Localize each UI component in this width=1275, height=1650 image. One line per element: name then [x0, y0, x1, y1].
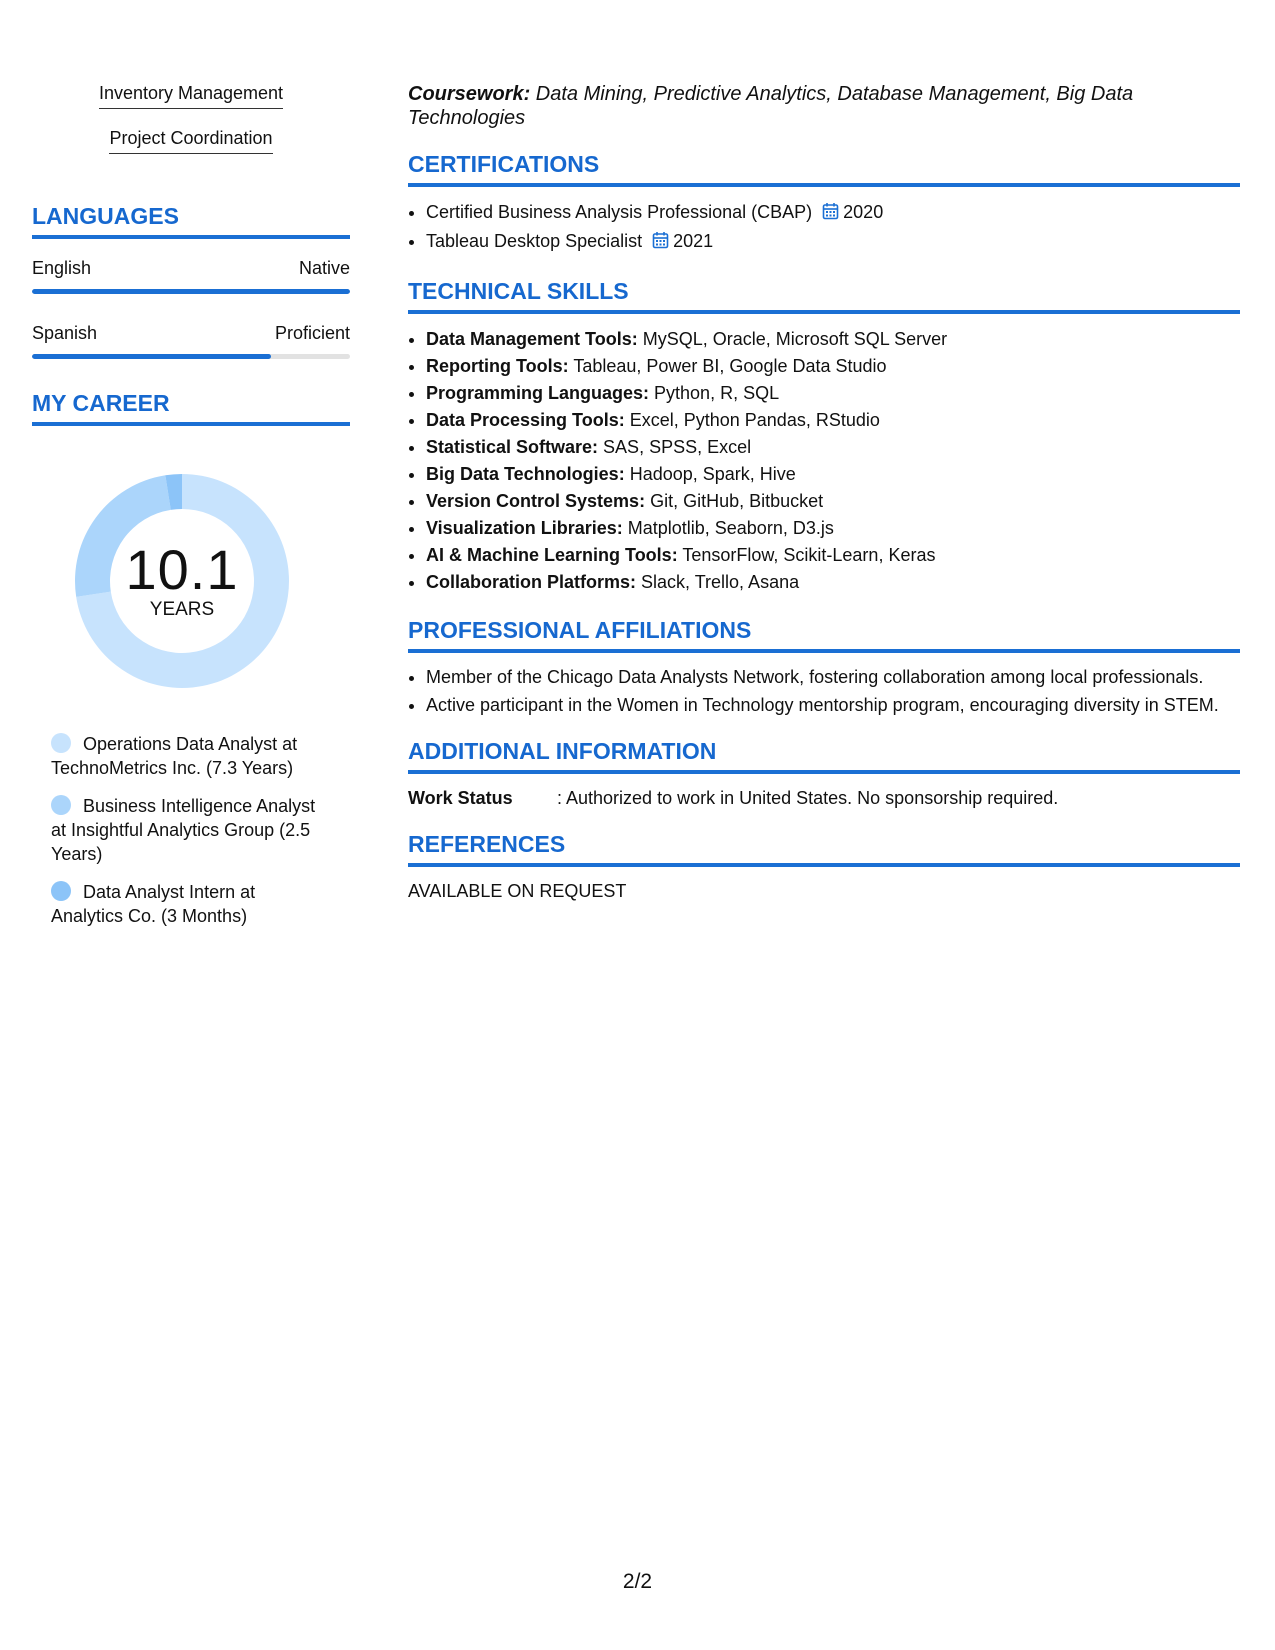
skill-label: AI & Machine Learning Tools:	[426, 545, 678, 565]
language-row	[32, 257, 350, 294]
skill-value: TensorFlow, Scikit-Learn, Keras	[677, 545, 936, 565]
skill-value: Excel, Python Pandas, RStudio	[624, 410, 880, 430]
skill-value: Hadoop, Spark, Hive	[624, 464, 796, 484]
skill-tags	[32, 82, 350, 172]
certification-item	[426, 199, 1240, 228]
coursework-label: Coursework:	[408, 83, 531, 105]
language-bar-fill	[32, 289, 350, 294]
career-total-unit: YEARS	[149, 599, 215, 620]
certification-year: 2020	[843, 202, 884, 222]
skill-tag: Project Coordination	[109, 127, 272, 154]
career-legend-item	[51, 880, 321, 928]
career-total-years: 10.1	[125, 538, 239, 601]
skill-label: Version Control Systems:	[426, 491, 646, 511]
skill-label: Reporting Tools:	[426, 356, 569, 376]
skill-tag: Inventory Management	[99, 82, 283, 109]
skill-label: Data Processing Tools:	[426, 410, 625, 430]
career-legend-label: Data Analyst Intern at Analytics Co. (3 Months)	[51, 882, 256, 926]
technical-skills-list	[408, 326, 1240, 596]
skill-item	[426, 380, 1240, 407]
career-legend-item	[51, 732, 321, 780]
legend-dot	[51, 795, 71, 815]
skill-item	[426, 434, 1240, 461]
languages-list	[32, 257, 350, 359]
certification-name: Certified Business Analysis Professional (CBAP)	[426, 202, 813, 222]
skill-item	[426, 326, 1240, 353]
career-legend	[51, 732, 321, 928]
page-number: 2/2	[622, 1570, 653, 1593]
skill-value: Matplotlib, Seaborn, D3.js	[622, 518, 834, 538]
skill-value: Git, GitHub, Bitbucket	[645, 491, 824, 511]
affiliations-heading: PROFESSIONAL AFFILIATIONS	[408, 616, 1240, 653]
career-donut-chart	[67, 466, 297, 696]
work-status-label: Work Status	[408, 788, 513, 808]
skill-label: Statistical Software:	[426, 437, 599, 457]
skill-item	[426, 407, 1240, 434]
skill-value: Slack, Trello, Asana	[636, 572, 800, 592]
languages-heading: LANGUAGES	[32, 202, 350, 239]
skill-value: SAS, SPSS, Excel	[598, 437, 752, 457]
affiliations-list	[408, 665, 1240, 717]
certification-item	[426, 228, 1240, 257]
language-name: English	[32, 258, 92, 278]
career-heading: MY CAREER	[32, 389, 350, 426]
language-bar-fill	[32, 354, 271, 359]
skill-item	[426, 542, 1240, 569]
language-bar	[32, 354, 350, 359]
skill-item	[426, 353, 1240, 380]
skill-item	[426, 461, 1240, 488]
work-status-value: : Authorized to work in United States. No sponsorship required.	[557, 788, 1059, 808]
legend-dot	[51, 733, 71, 753]
skill-label: Data Management Tools:	[426, 329, 638, 349]
work-status-row	[408, 786, 1240, 810]
legend-dot	[51, 881, 71, 901]
skill-label: Visualization Libraries:	[426, 518, 623, 538]
skill-label: Big Data Technologies:	[426, 464, 625, 484]
certifications-heading: CERTIFICATIONS	[408, 150, 1240, 187]
skill-label: Collaboration Platforms:	[426, 572, 637, 592]
skill-label: Programming Languages:	[426, 383, 650, 403]
career-donut-center	[67, 466, 297, 696]
skill-item	[426, 515, 1240, 542]
left-column	[32, 82, 350, 942]
additional-info-heading: ADDITIONAL INFORMATION	[408, 737, 1240, 774]
language-name: Spanish	[32, 323, 98, 343]
technical-skills-heading: TECHNICAL SKILLS	[408, 277, 1240, 314]
language-row	[32, 322, 350, 359]
career-legend-label: Operations Data Analyst at TechnoMetrics Inc. (7.3 Years)	[51, 734, 298, 778]
certification-year: 2021	[673, 231, 714, 251]
skill-value: Python, R, SQL	[649, 383, 780, 403]
language-bar	[32, 289, 350, 294]
language-level: Proficient	[274, 323, 350, 343]
career-legend-item	[51, 794, 321, 866]
references-text: AVAILABLE ON REQUEST	[408, 881, 627, 901]
right-column	[408, 82, 1240, 903]
skill-item	[426, 569, 1240, 596]
references-heading: REFERENCES	[408, 830, 1240, 867]
certifications-list	[408, 199, 1240, 257]
calendar-icon	[652, 230, 669, 257]
affiliation-item: • Member of the Chicago Data Analysts Network, fostering collaboration among local professionals.	[426, 665, 1240, 689]
skill-value: Tableau, Power BI, Google Data Studio	[568, 356, 887, 376]
language-level: Native	[298, 258, 350, 278]
certification-name: Tableau Desktop Specialist	[426, 231, 643, 251]
skill-item	[426, 488, 1240, 515]
calendar-icon	[822, 201, 839, 228]
career-legend-label: Business Intelligence Analyst at Insightful Analytics Group (2.5 Years)	[51, 796, 316, 864]
coursework-text: Data Mining, Predictive Analytics, Database Management, Big Data Technologies	[408, 83, 1134, 129]
affiliation-item: • Active participant in the Women in Technology mentorship program, encouraging diversity in STEM.	[426, 693, 1240, 717]
skill-value: MySQL, Oracle, Microsoft SQL Server	[637, 329, 948, 349]
coursework	[408, 82, 1240, 130]
